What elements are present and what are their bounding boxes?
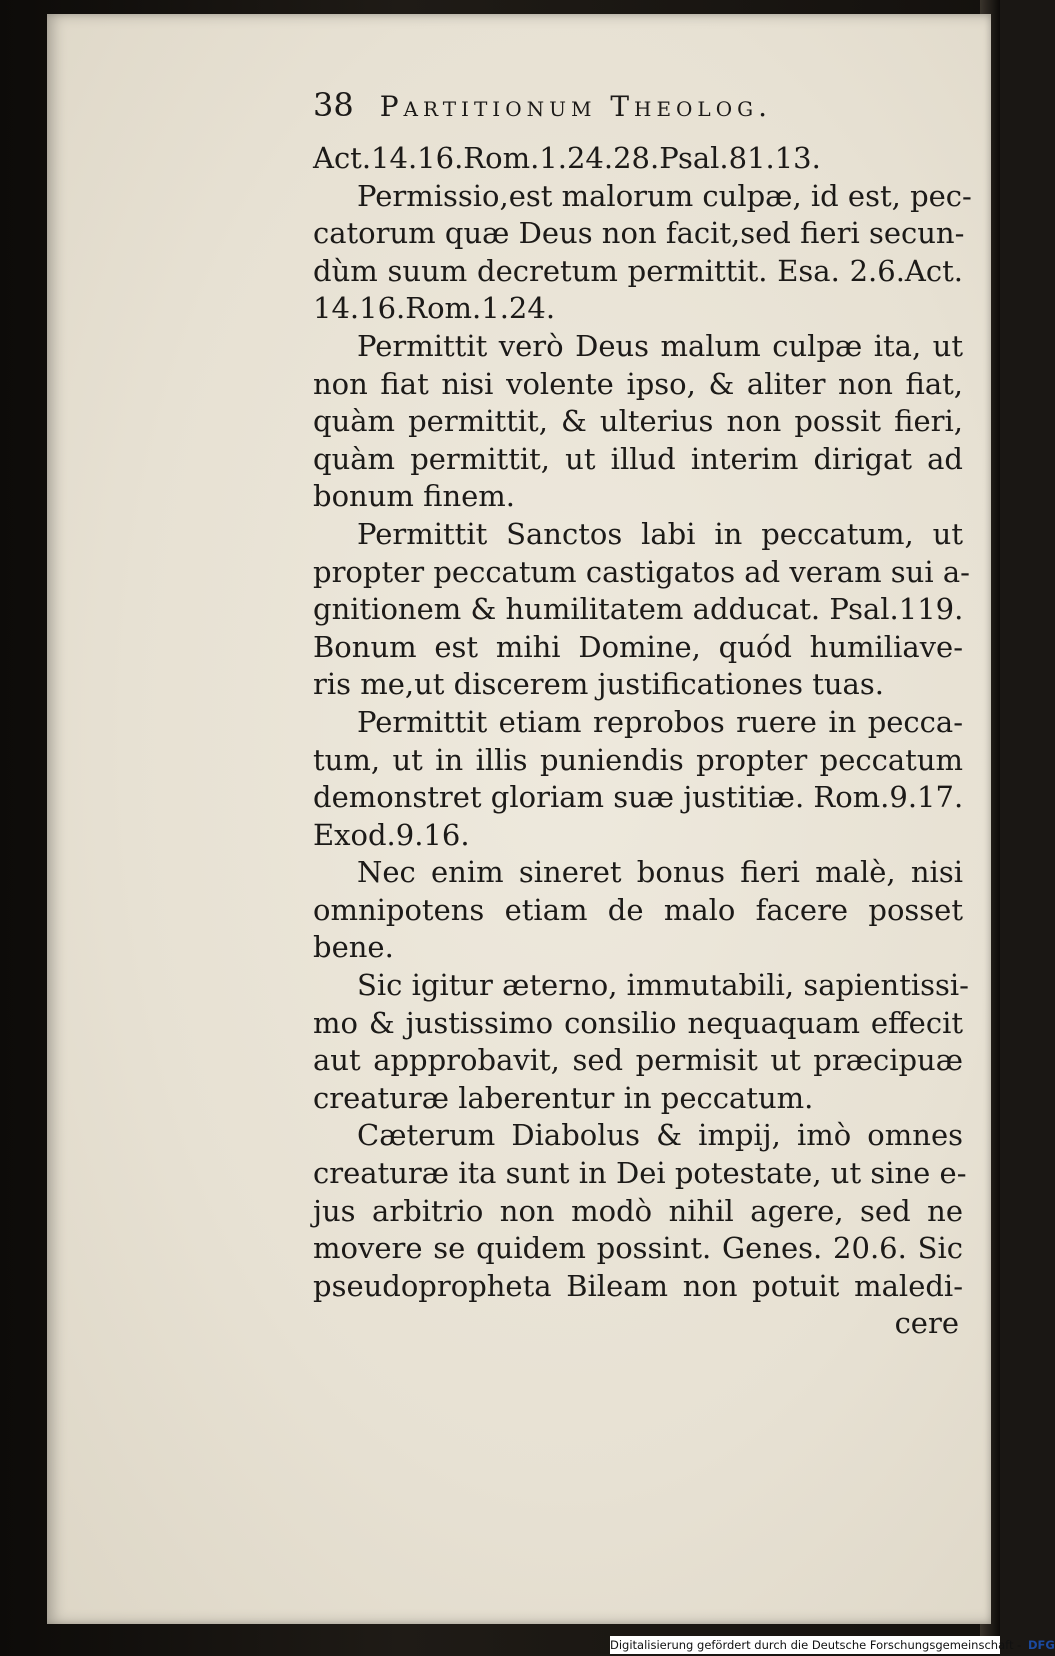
catchword: cere	[894, 1306, 959, 1341]
text-line: bene.	[313, 930, 394, 965]
text-line: ris me,ut discerem justificationes tuas.	[313, 667, 884, 702]
text-line: Permittit Sanctos labi in peccatum, ut	[357, 516, 963, 551]
text-line: gnitionem & humilitatem adducat. Psal.119.	[313, 592, 964, 627]
text-line: Permissio,est malorum culpæ, id est, pec-	[357, 178, 972, 213]
running-title: Partitionum Theolog.	[379, 90, 772, 123]
text-line: movere se quidem possint. Genes. 20.6. Sic	[313, 1231, 963, 1266]
text-line: propter peccatum castigatos ad veram sui a-	[313, 554, 970, 589]
text-line: Exod.9.16.	[313, 817, 470, 852]
page-number: 38	[313, 86, 354, 124]
dfg-logo: DFG	[1027, 1638, 1055, 1652]
text-line: demonstret gloriam suæ justitiæ. Rom.9.17.	[313, 780, 964, 815]
body-text	[313, 140, 972, 1305]
page-text-block	[313, 86, 972, 1343]
text-line: 14.16.Rom.1.24.	[313, 291, 556, 326]
text-line: creaturæ ita sunt in Dei potestate, ut sine e-	[313, 1156, 967, 1191]
text-line: creaturæ laberentur in peccatum.	[313, 1080, 814, 1115]
text-line: pseudopropheta Bileam non potuit maledi-	[313, 1268, 963, 1303]
text-line: omnipotens etiam de malo facere posset	[313, 892, 963, 927]
text-line: tum, ut in illis puniendis propter peccatum	[313, 742, 963, 777]
text-line: jus arbitrio non modò nihil agere, sed ne	[313, 1193, 963, 1228]
page-header	[313, 86, 963, 140]
text-line: dùm suum decretum permittit. Esa. 2.6.Act.	[313, 253, 963, 288]
text-line: Bonum est mihi Domine, quód humiliave-	[313, 629, 963, 664]
text-line: non fiat nisi volente ipso, & aliter non fiat,	[313, 366, 963, 401]
text-line: Act.14.16.Rom.1.24.28.Psal.81.13.	[313, 141, 821, 175]
text-line: Nec enim sineret bonus fieri malè, nisi	[357, 855, 963, 890]
text-line: bonum finem.	[313, 479, 515, 514]
text-line: Permittit etiam reprobos ruere in pecca-	[357, 704, 963, 739]
text-line: aut appprobavit, sed permisit ut præcipuæ	[313, 1043, 963, 1078]
text-line: catorum quæ Deus non facit,sed fieri secun-	[313, 216, 965, 251]
text-line: quàm permittit, ut illud interim dirigat ad	[313, 441, 963, 476]
text-line: Cæterum Diabolus & impij, imò omnes	[357, 1118, 963, 1153]
text-line: Sic igitur æterno, immutabili, sapientissi-	[357, 968, 969, 1003]
credit-text: Digitalisierung gefördert durch die Deutsche Forschungsgemeinschaft -	[610, 1638, 1022, 1652]
digitization-credit	[610, 1636, 1055, 1654]
text-line: Permittit verò Deus malum culpæ ita, ut	[357, 328, 963, 363]
text-line: quàm permittit, & ulterius non possit fieri,	[313, 404, 963, 439]
text-line: mo & justissimo consilio nequaquam effecit	[313, 1005, 963, 1040]
